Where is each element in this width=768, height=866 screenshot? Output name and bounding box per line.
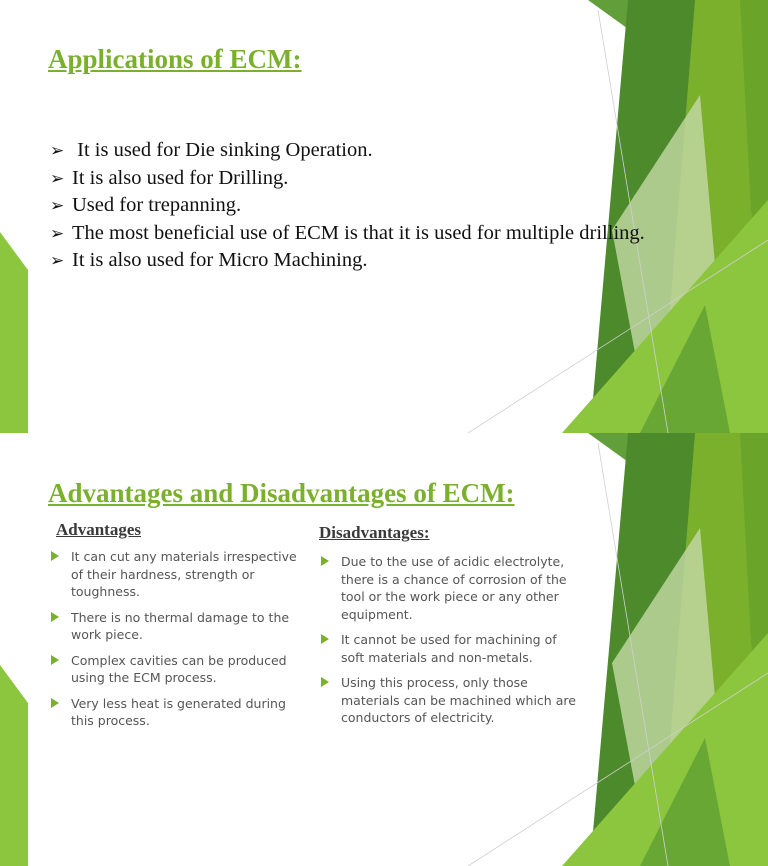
- list-item: Using this process, only those materials can be machined which are conductors of electricity.: [321, 674, 576, 727]
- list-item: ➢ Used for trepanning.: [50, 192, 645, 220]
- triangle-bullet-icon: [321, 677, 329, 687]
- list-item: Complex cavities can be produced using the ECM process.: [51, 652, 306, 687]
- list-item: ➢ It is also used for Drilling.: [50, 165, 645, 193]
- triangle-bullet-icon: [51, 551, 59, 561]
- list-item: ➢ The most beneficial use of ECM is that it is used for multiple drilling.: [50, 220, 645, 248]
- list-item: It cannot be used for machining of soft materials and non-metals.: [321, 631, 576, 666]
- list-item: There is no thermal damage to the work piece.: [51, 609, 306, 644]
- slide-title: Advantages and Disadvantages of ECM:: [48, 478, 515, 508]
- triangle-bullet-icon: [51, 612, 59, 622]
- advantages-list: [51, 548, 306, 738]
- applications-list: [50, 137, 645, 275]
- list-item: ➢ It is used for Die sinking Operation.: [50, 137, 645, 165]
- list-item: Very less heat is generated during this process.: [51, 695, 306, 730]
- arrow-bullet-icon: ➢: [50, 196, 65, 216]
- triangle-bullet-icon: [51, 655, 59, 665]
- triangle-bullet-icon: [321, 634, 329, 644]
- triangle-bullet-icon: [51, 698, 59, 708]
- list-item: It can cut any materials irrespective of their hardness, strength or toughness.: [51, 548, 306, 601]
- list-item: ➢ It is also used for Micro Machining.: [50, 247, 645, 275]
- disadvantages-heading: Disadvantages:: [319, 523, 430, 542]
- list-item: Due to the use of acidic electrolyte, there is a chance of corrosion of the tool or the work piece or any other equipment.: [321, 553, 576, 623]
- arrow-bullet-icon: ➢: [50, 141, 65, 161]
- triangle-bullet-icon: [321, 556, 329, 566]
- arrow-bullet-icon: ➢: [50, 251, 65, 271]
- advantages-heading: Advantages: [56, 520, 142, 539]
- slide-title: Applications of ECM:: [48, 44, 302, 74]
- arrow-bullet-icon: ➢: [50, 168, 65, 189]
- disadvantages-list: [321, 553, 576, 735]
- arrow-bullet-icon: ➢: [50, 223, 65, 244]
- slide-advantages-disadvantages: [0, 433, 768, 866]
